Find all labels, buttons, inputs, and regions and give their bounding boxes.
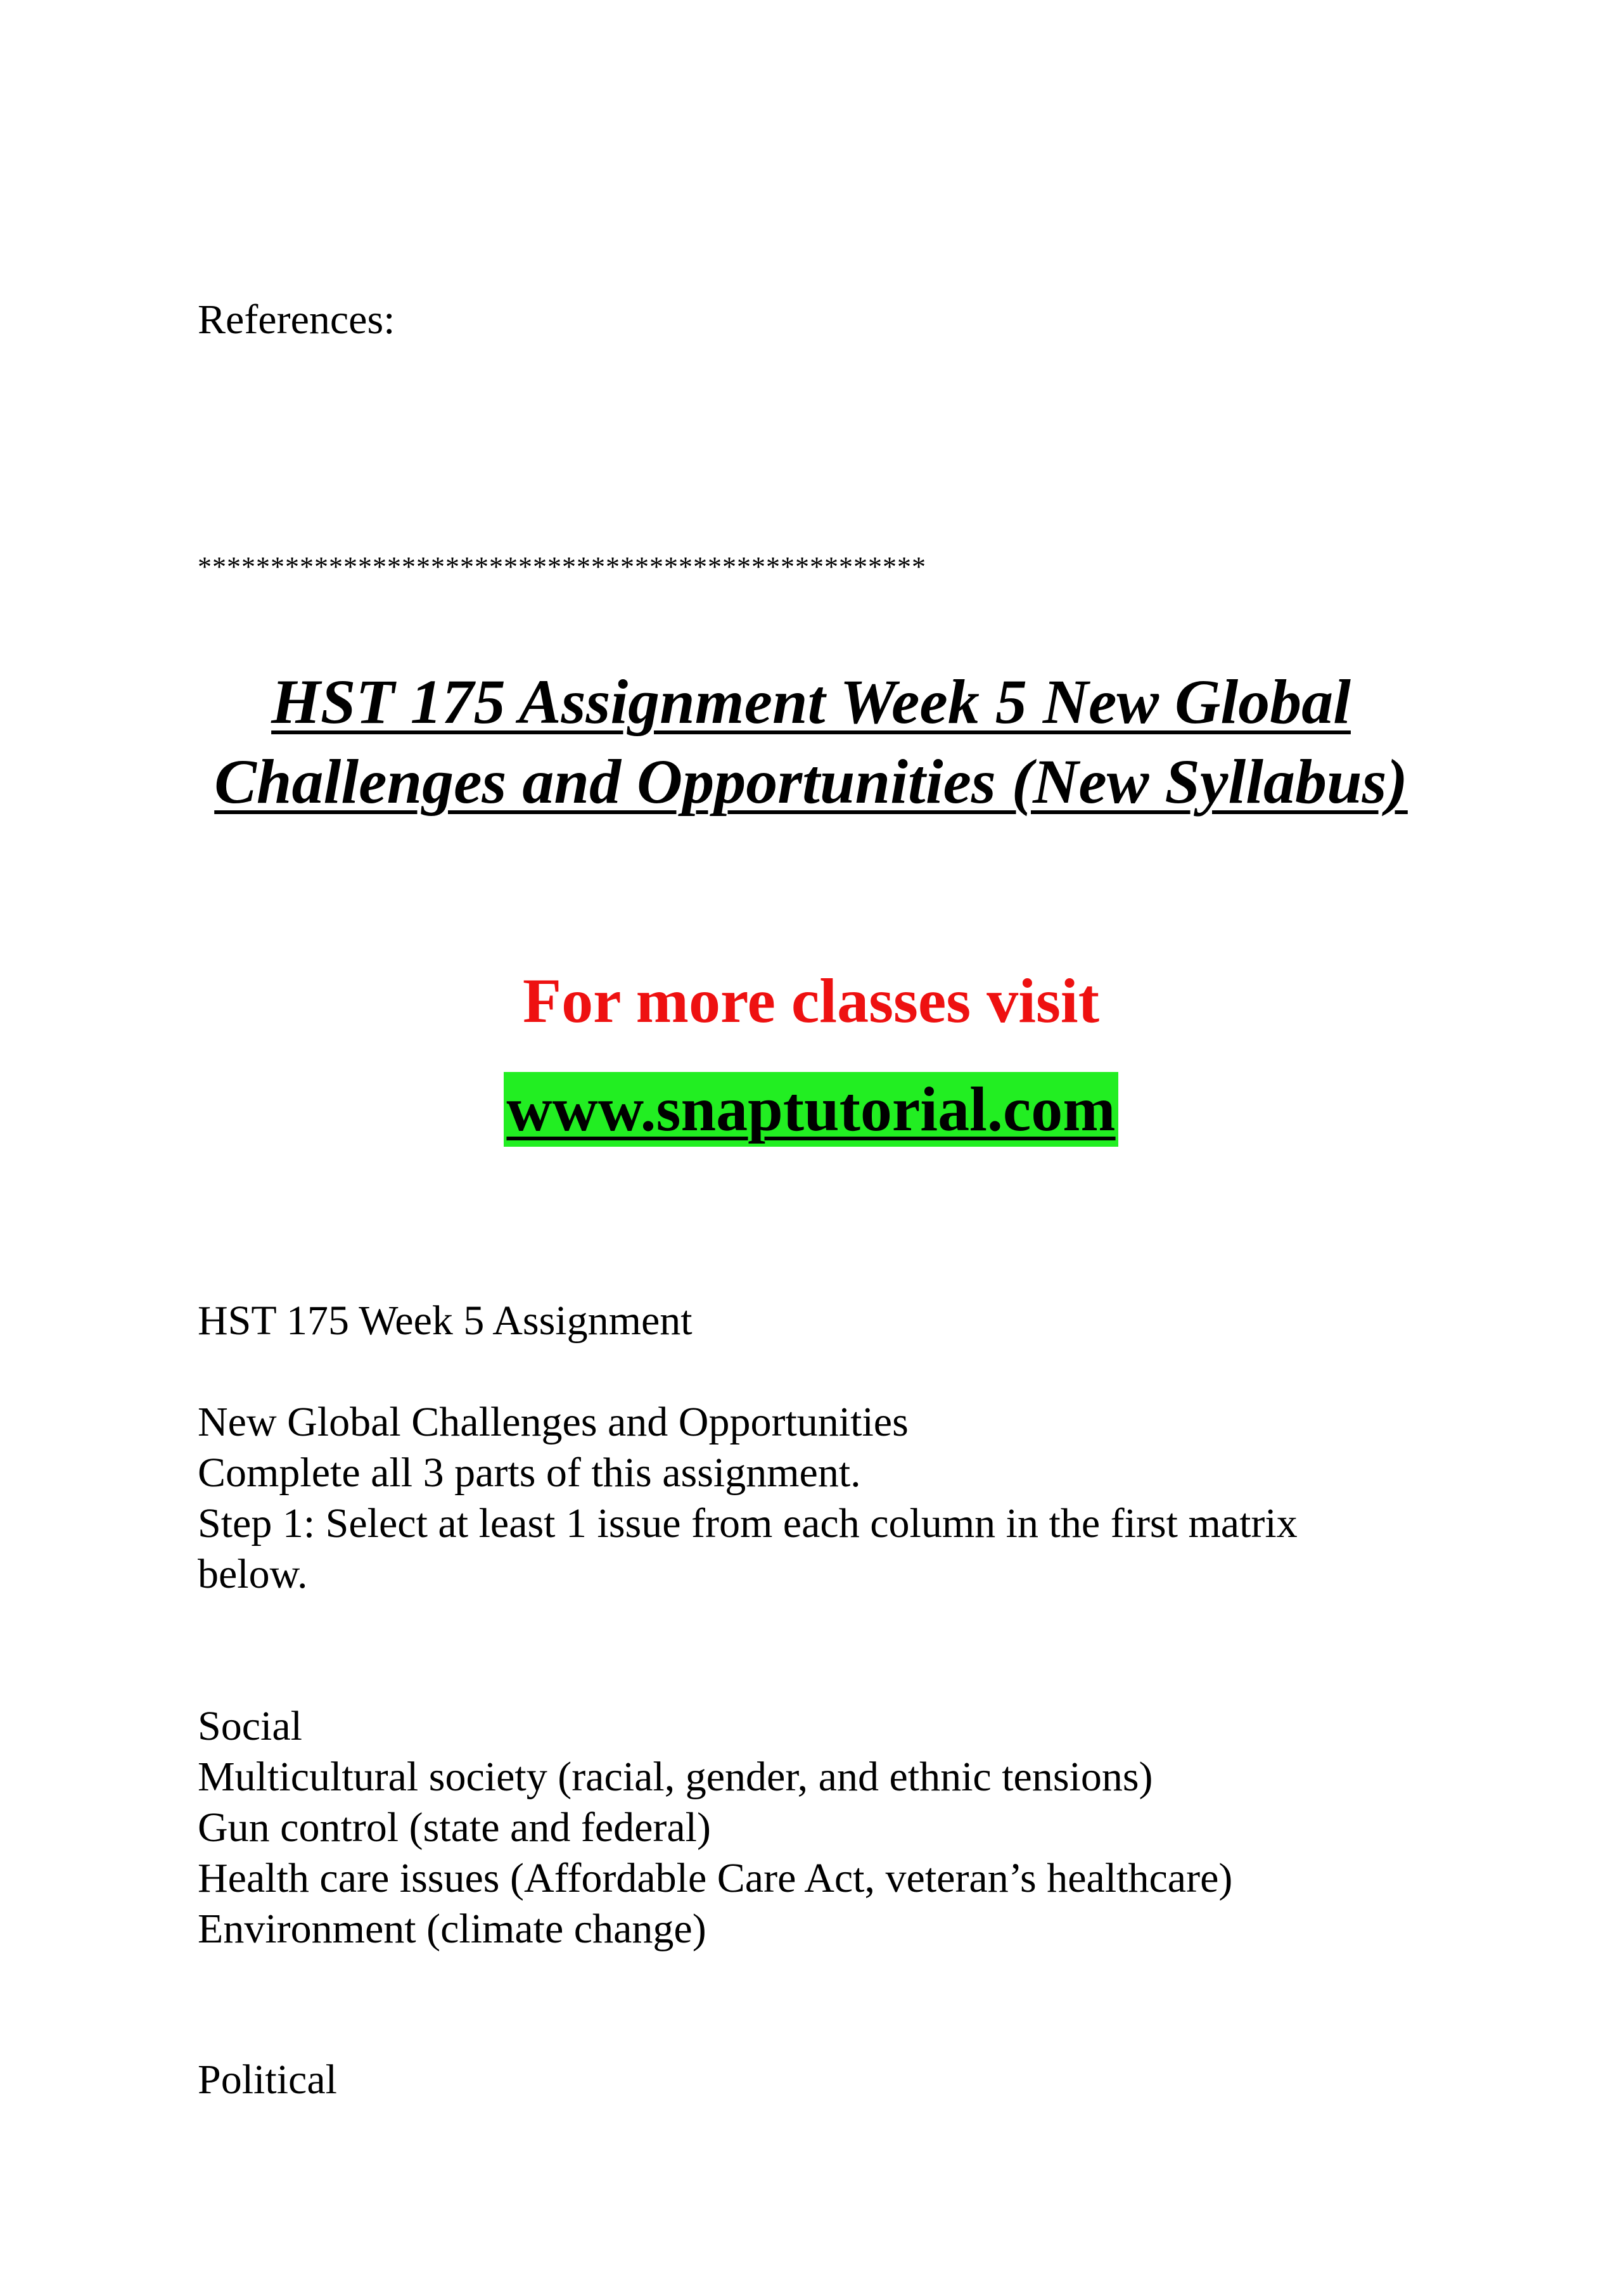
promo-text: For more classes visit (522, 966, 1099, 1036)
political-heading: Political (198, 2057, 337, 2103)
document-title (0, 662, 1622, 822)
assignment-heading: HST 175 Week 5 Assignment (198, 1298, 693, 1344)
intro-line: below. (198, 1551, 308, 1597)
asterisk-separator: ************************************************** (198, 551, 926, 582)
intro-line: Complete all 3 parts of this assignment. (198, 1450, 861, 1496)
snaptutorial-link[interactable]: www.snaptutorial.com (504, 1072, 1118, 1147)
social-item: Health care issues (Affordable Care Act, veteran’s healthcare) (198, 1855, 1233, 1901)
title-line-2: Challenges and Opportunities (New Syllabus) (214, 746, 1408, 817)
social-section (198, 1701, 1232, 1955)
intro-line: New Global Challenges and Opportunities (198, 1399, 909, 1445)
references-label: References: (198, 297, 395, 343)
social-item: Gun control (state and federal) (198, 1804, 711, 1851)
social-heading: Social (198, 1703, 302, 1749)
social-item: Environment (climate change) (198, 1906, 706, 1952)
promo-link-container (0, 1072, 1622, 1147)
intro-paragraph (198, 1397, 1298, 1600)
social-item: Multicultural society (racial, gender, and ethnic tensions) (198, 1754, 1153, 1800)
intro-line: Step 1: Select at least 1 issue from each column in the first matrix (198, 1500, 1298, 1547)
title-line-1: HST 175 Assignment Week 5 New Global (271, 666, 1351, 737)
